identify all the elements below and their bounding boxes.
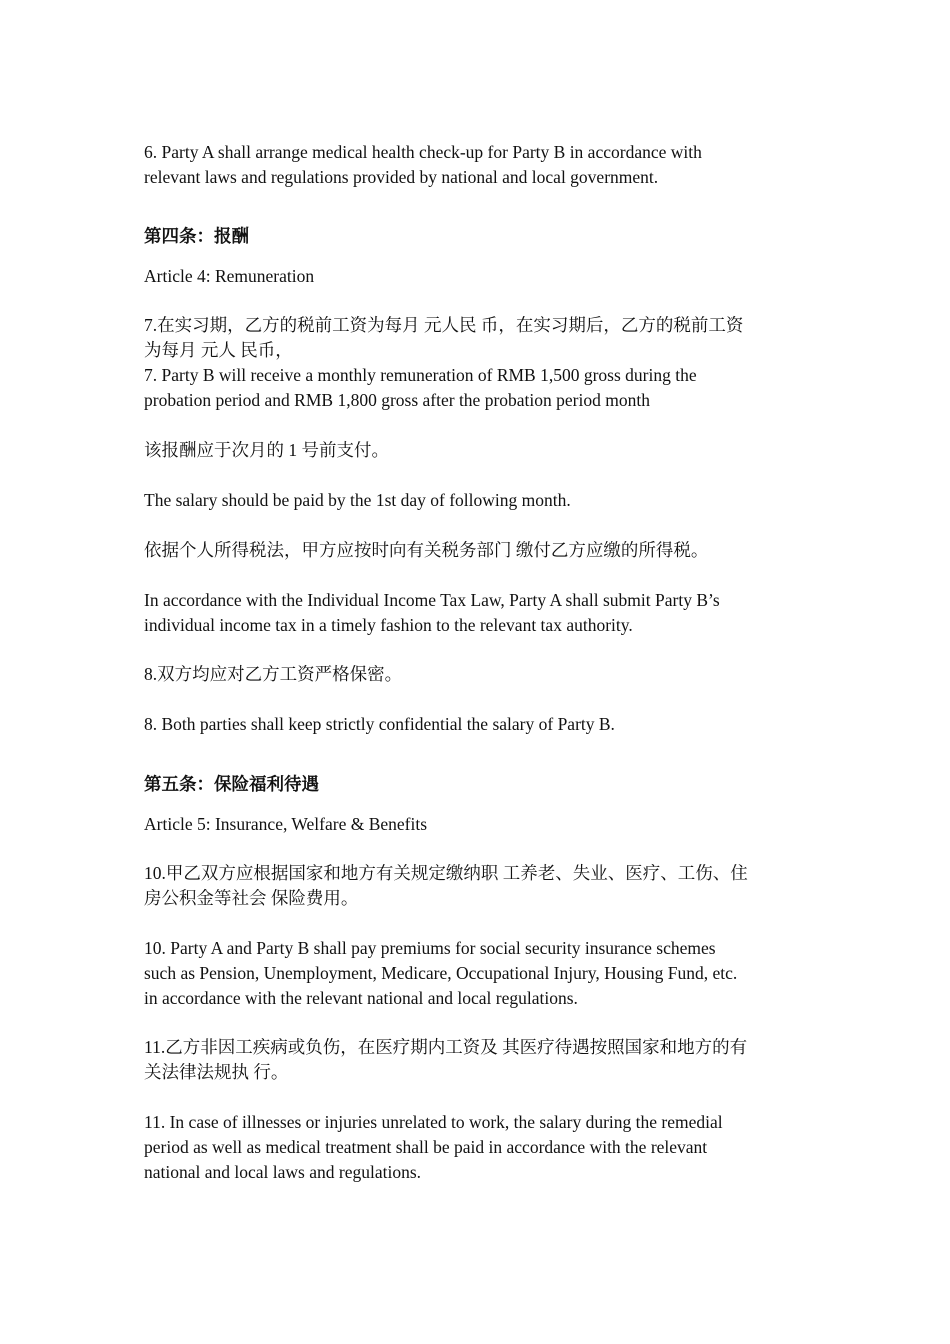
payment-date-chinese [144, 438, 824, 463]
text-line: 8.双方均应对乙方工资严格保密。 [144, 664, 403, 684]
text-line: 6. Party A shall arrange medical health check-up for Party B in accordance with [144, 142, 702, 162]
text-line: In accordance with the Individual Income Tax Law, Party A shall submit Party B’s [144, 590, 720, 610]
text-line: national and local laws and regulations. [144, 1162, 422, 1182]
text-line: relevant laws and regulations provided by national and local government. [144, 167, 659, 187]
text-line: individual income tax in a timely fashion to the relevant tax authority. [144, 615, 633, 635]
clause-11-english [144, 1110, 824, 1185]
text-line: such as Pension, Unemployment, Medicare, Occupational Injury, Housing Fund, etc. [144, 963, 738, 983]
text-line: 10. Party A and Party B shall pay premiums for social security insurance schemes [144, 938, 716, 958]
income-tax-chinese [144, 538, 824, 563]
text-line: 11.乙方非因工疾病或负伤，在医疗期内工资及 其医疗待遇按照国家和地方的有 [144, 1037, 748, 1057]
clause-6-english [144, 140, 824, 190]
clause-7-bilingual [144, 313, 824, 413]
text-line: 为每月 元人 民币， [144, 340, 293, 360]
text-line: 关法律法规执 行。 [144, 1062, 289, 1082]
article-4-heading-chinese [144, 224, 824, 249]
text-line: in accordance with the relevant national and local regulations. [144, 988, 578, 1008]
text-line: 依据个人所得税法，甲方应按时向有关税务部门 缴付乙方应缴的所得税。 [144, 540, 709, 560]
heading-line: 第四条：报酬 [144, 226, 249, 246]
article-4-heading-english [144, 264, 824, 289]
text-line: 7. Party B will receive a monthly remuneration of RMB 1,500 gross during the [144, 365, 697, 385]
payment-date-english [144, 488, 824, 513]
text-line: The salary should be paid by the 1st day of following month. [144, 490, 571, 510]
text-line: 7.在实习期，乙方的税前工资为每月 元人民 币，在实习期后，乙方的税前工资 [144, 315, 744, 335]
text-line: 房公积金等社会 保险费用。 [144, 888, 359, 908]
clause-8-english [144, 712, 824, 737]
text-line: probation period and RMB 1,800 gross after the probation period month [144, 390, 650, 410]
clause-10-english [144, 936, 824, 1011]
income-tax-english [144, 588, 824, 638]
clause-8-chinese [144, 662, 824, 687]
article-5-heading-english [144, 812, 824, 837]
clause-11-chinese [144, 1035, 824, 1085]
text-line: 11. In case of illnesses or injuries unrelated to work, the salary during the remedial [144, 1112, 723, 1132]
text-line: 10.甲乙双方应根据国家和地方有关规定缴纳职 工养老、失业、医疗、工伤、住 [144, 863, 748, 883]
text-line: period as well as medical treatment shall be paid in accordance with the relevant [144, 1137, 708, 1157]
text-line: 8. Both parties shall keep strictly confidential the salary of Party B. [144, 714, 615, 734]
text-line: Article 5: Insurance, Welfare & Benefits [144, 814, 428, 834]
text-line: 该报酬应于次月的 1 号前支付。 [144, 440, 389, 460]
clause-10-chinese [144, 861, 824, 911]
heading-line: 第五条：保险福利待遇 [144, 774, 319, 794]
article-5-heading-chinese [144, 772, 824, 797]
text-line: Article 4: Remuneration [144, 266, 315, 286]
